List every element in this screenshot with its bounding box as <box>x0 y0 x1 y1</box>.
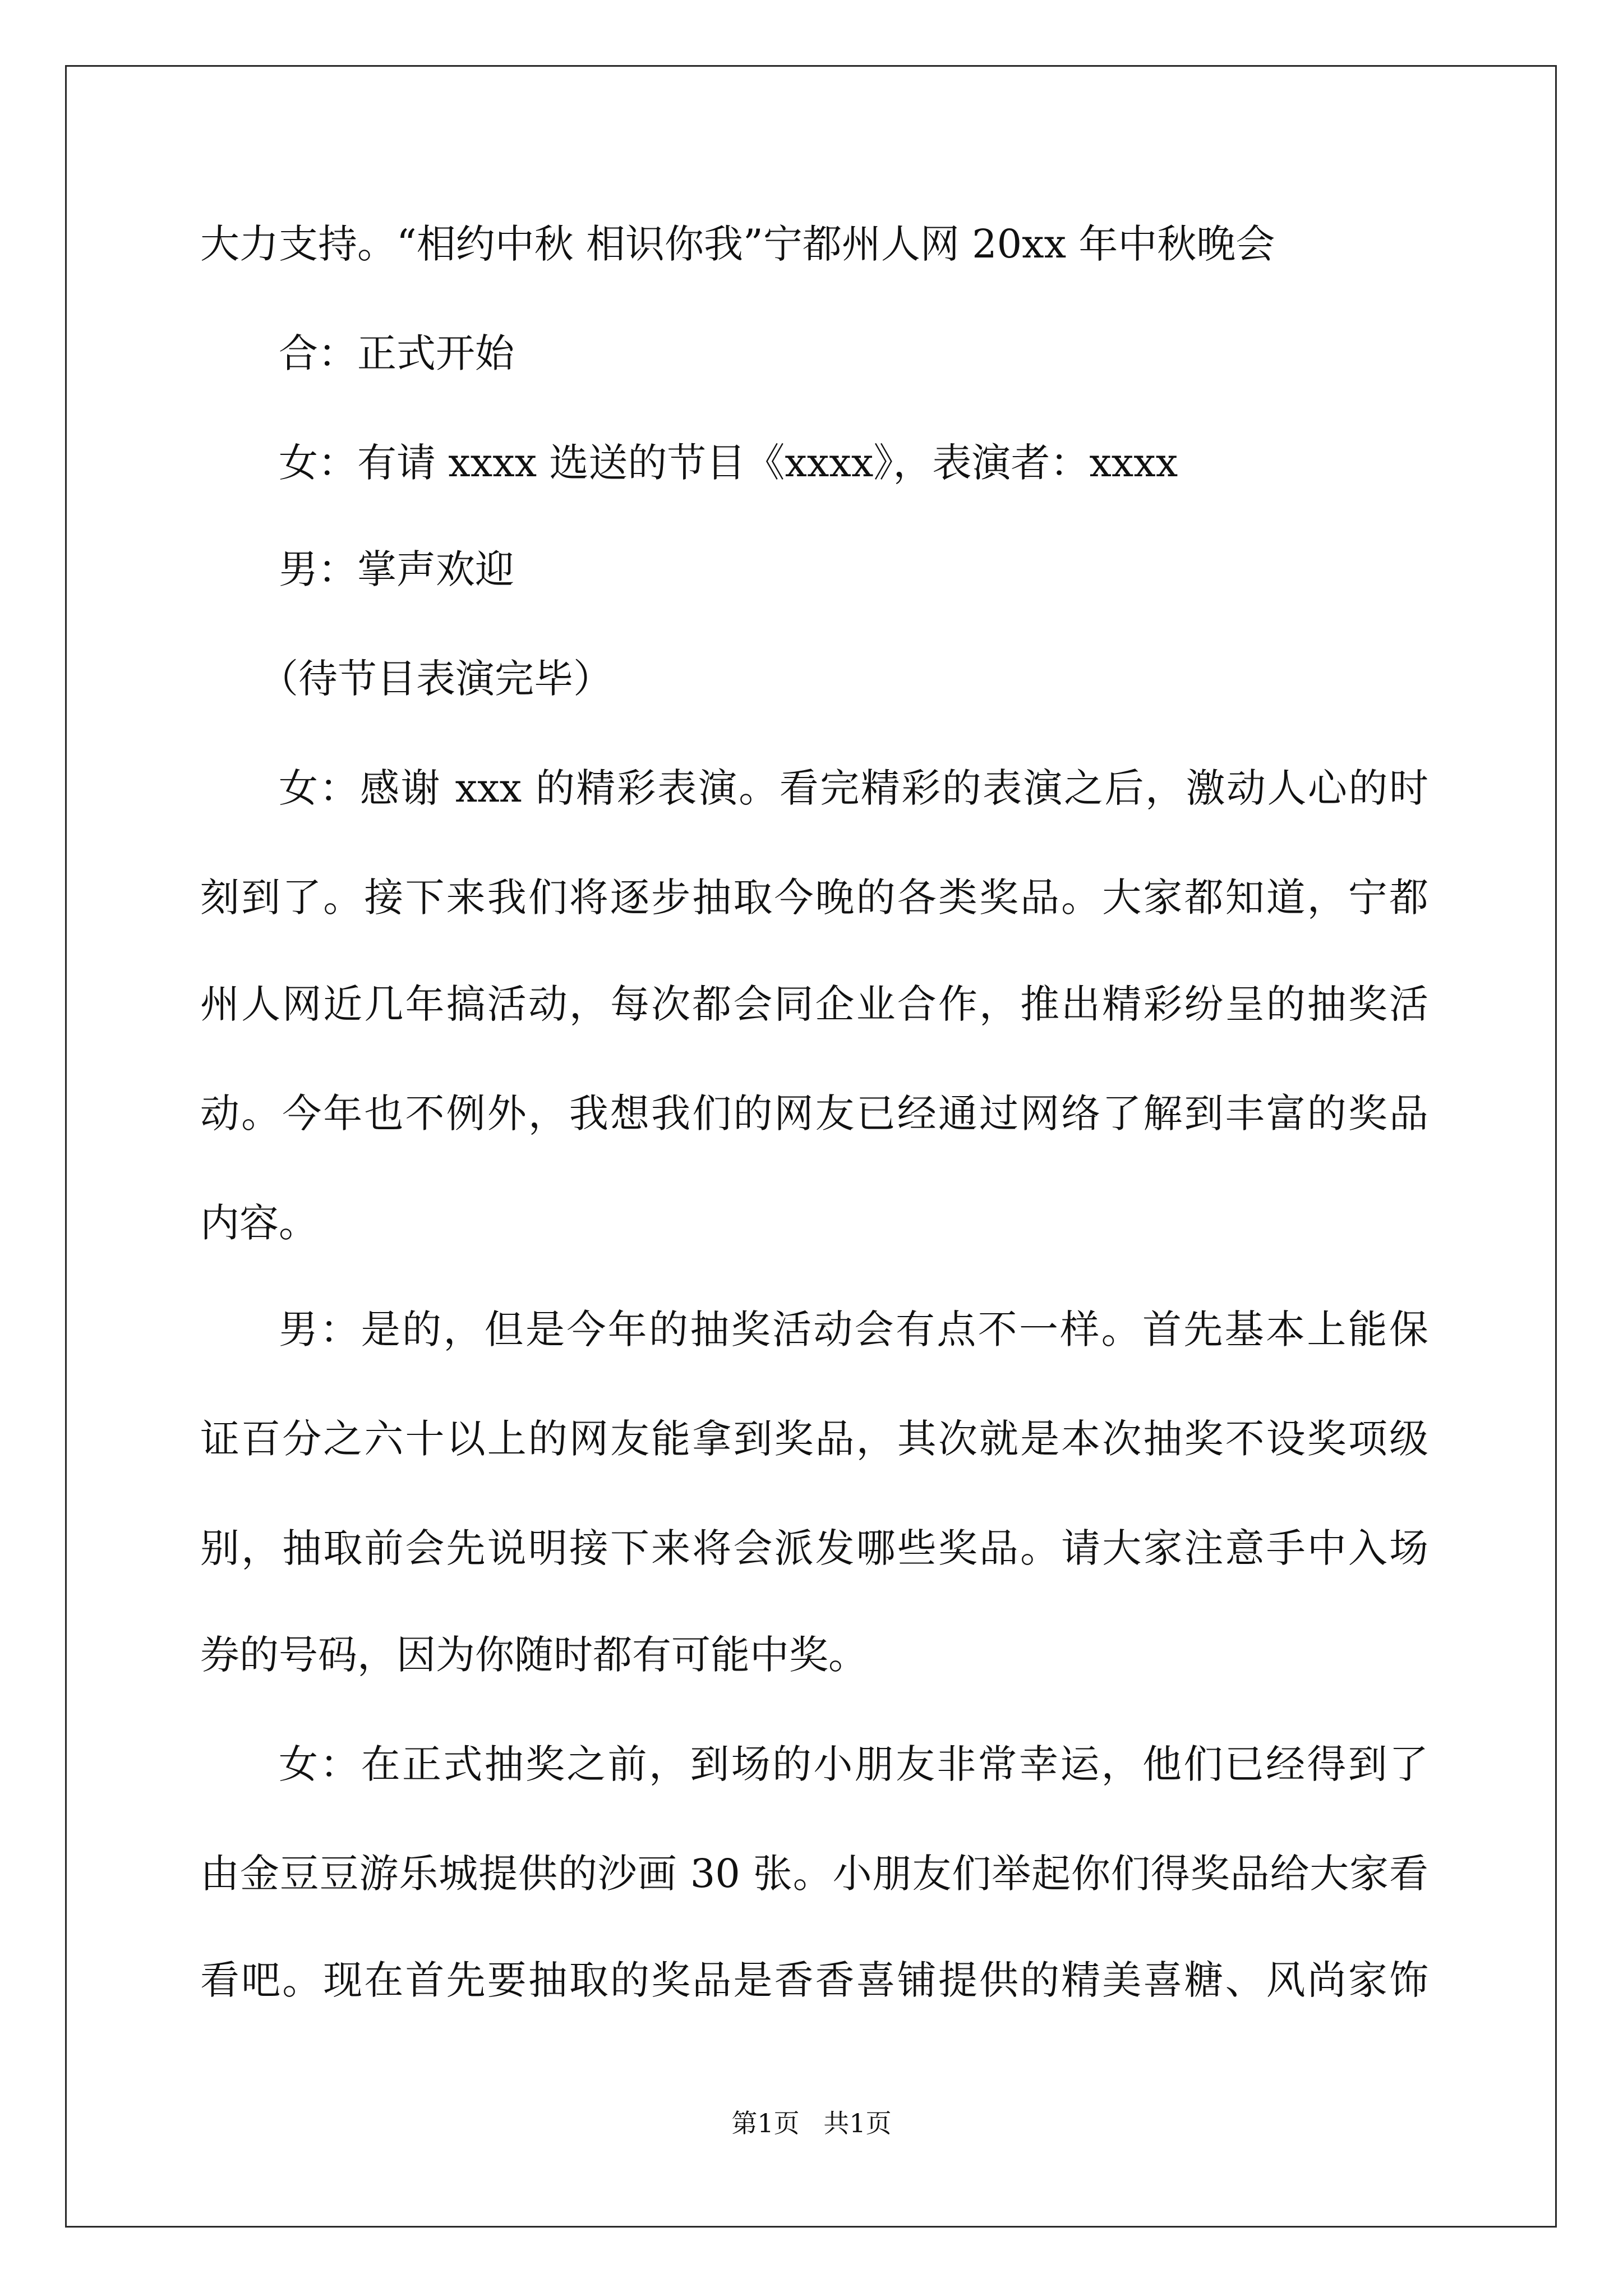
text-line: 内容。 <box>200 1200 318 1246</box>
text-line: 看吧。现在首先要抽取的奖品是香香喜铺提供的精美喜糖、风尚家饰 <box>200 1957 1428 2003</box>
text-line: 女：在正式抽奖之前，到场的小朋友非常幸运，他们已经得到了 <box>279 1741 1428 1787</box>
text-line: 别，抽取前会先说明接下来将会派发哪些奖品。请大家注意手中入场 <box>200 1525 1428 1571</box>
text-line: 由金豆豆游乐城提供的沙画 30 张。小朋友们举起你们得奖品给大家看 <box>200 1851 1428 1897</box>
text-line: 合：正式开始 <box>279 330 514 376</box>
text-line: 州人网近几年搞活动，每次都会同企业合作，推出精彩纷呈的抽奖活 <box>200 981 1428 1027</box>
text-line: （待节目表演完毕） <box>259 656 612 702</box>
page-number: 第1页 <box>731 2108 800 2138</box>
text-line: 男：掌声欢迎 <box>279 546 514 592</box>
text-line: 动。今年也不例外，我想我们的网友已经通过网络了解到丰富的奖品 <box>200 1091 1428 1137</box>
text-line: 刻到了。接下来我们将逐步抽取今晚的各类奖品。大家都知道，宁都 <box>200 875 1428 921</box>
page-total: 共1页 <box>823 2108 892 2138</box>
text-line: 大力支持。“相约中秋 相识你我”宁都州人网 20xx 年中秋晚会 <box>200 221 1275 267</box>
text-line: 男：是的，但是今年的抽奖活动会有点不一样。首先基本上能保 <box>279 1306 1428 1352</box>
text-line: 女：有请 xxxx 选送的节目《xxxx》，表演者：xxxx <box>279 440 1178 486</box>
text-line: 券的号码，因为你随时都有可能中奖。 <box>200 1632 868 1678</box>
page-footer <box>0 2106 1623 2140</box>
text-line: 女：感谢 xxx 的精彩表演。看完精彩的表演之后，激动人心的时 <box>279 765 1428 811</box>
text-line: 证百分之六十以上的网友能拿到奖品，其次就是本次抽奖不设奖项级 <box>200 1416 1428 1462</box>
